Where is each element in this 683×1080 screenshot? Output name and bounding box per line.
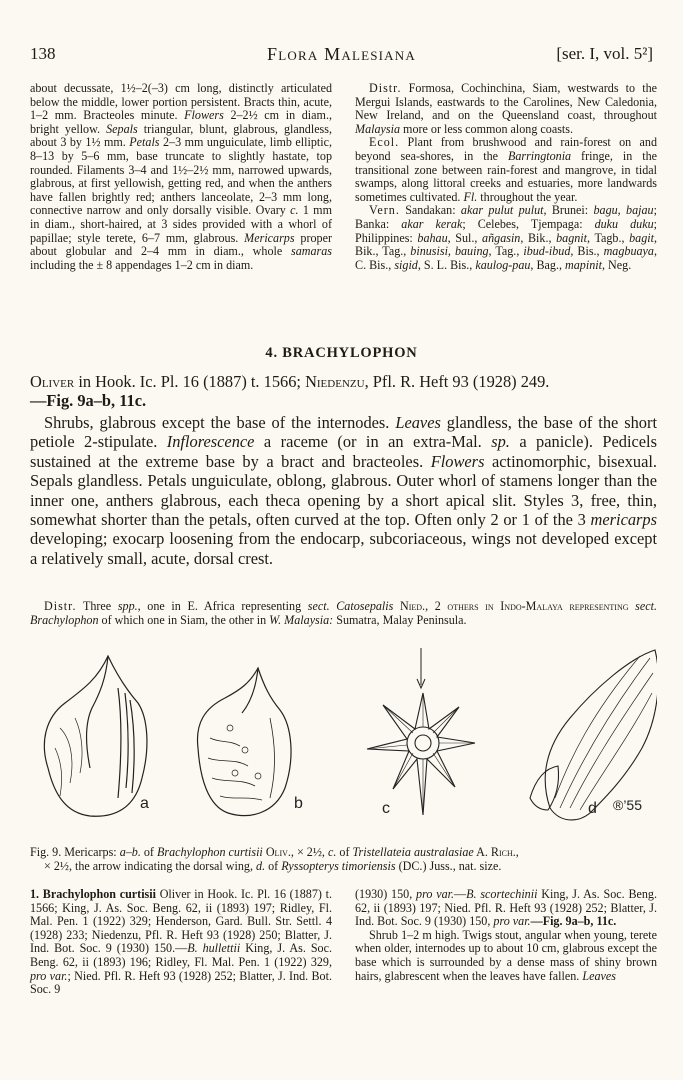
distribution-paragraph: Distr. Formosa, Cochinchina, Siam, westwards to the Mergui Islands, eastwards to the Carolines, New Caledonia, New Ireland, and on the Queensland coast, throughout Malaysia more or less common along coasts. [355,81,657,136]
genus-citation: Oliver in Hook. Ic. Pl. 16 (1887) t. 1566; Niedenzu, Pfl. R. Heft 93 (1928) 249. —Fig. 9a–b, 11c. [30,372,550,411]
figure-caption: Fig. 9. Mericarps: a–b. of Brachylophon curtisii Oliv., × 2½, c. of Tristellateia australasiae A. Rich., × 2½, the arrow indicating the dorsal wing, d. of Ryssopterys timoriensis (DC.) Juss., nat. size. [30,845,519,873]
column-left-top [30,82,332,272]
figure-label-c: c [382,800,390,817]
figure-label-b: b [294,795,303,812]
column-left-bottom [30,888,332,997]
column-right-bottom [355,888,657,983]
figure-9-mericarps [30,648,657,833]
ecology-paragraph: Ecol. Plant from brushwood and rain-forest on and beyond sea-shores, in the Barringtonia fringe, in the transitional zone between rain-forest and mangrove, in tidal swamps, along littoral creeks and estuaries, more landwards sometimes cultivated. Fl. throughout the year. [355,135,657,204]
genus-distribution: Distr. Three spp., one in E. Africa representing sect. Catosepalis Nied., 2 others in Indo-Malaya representing sect. Brachylophon of which one in Siam, the other in W. Malaysia: Sumatra, Malay Peninsula. [30,599,657,627]
running-title: Flora Malesiana [267,44,416,64]
running-header [30,44,653,66]
species-description: Shrub 1–2 m high. Twigs stout, angular when young, terete when older, internodes up to about 10 cm, glabrous except the base which is surrounded by a dense mass of shiny brown hairs, glabrescent when the leaves have fallen. Leaves [355,927,657,983]
page-number: 138 [30,44,56,63]
species-citation-continued: (1930) 150, pro var.—B. scortechinii King, J. As. Soc. Beng. 62, ii (1893) 197; Nied. Pfl. R. Heft 93 (1928) 252; Blatter, J. Ind. Bot. Soc. 9 (1930) 150, pro var.—Fig. 9a–b, 11c. [355,887,657,929]
vernacular-paragraph: Vern. Sandakan: akar pulut pulut, Brunei: bagu, bajau; Banka: akar kerak; Celebes, Tjempaga: duku duku; Philippines: bahau, Sul., añgasin, Bik., bagnit, Tagb., bagit, Bik., Tag., binusisi, bauing, Tag., ibud-ibud, Bis., magbuaya, C. Bis., sigid, S. L. Bis., kaulog-pau, Bag., mapinit, Neg. [355,203,657,272]
species-citation: 1. Brachylophon curtisii Oliver in Hook. Ic. Pl. 16 (1887) t. 1566; King, J. As. Soc. Beng. 62, ii (1893) 197; Ridley, Fl. Mal. Pen. 1 (1922) 329; Henderson, Gard. Bull. Str. Settl. 4 (1928) 233; Niedenzu, Pfl. R. Heft 93 (1928) 250; Blatter, J. Ind. Bot. Soc. 9 (1930) 150.—B. hullettii King, J. As. Soc. Beng. 62, ii (1893) 196; Ridley, Fl. Mal. Pen. 1 (1922) 329, pro var.; Nied. Pfl. R. Heft 93 (1928) 252; Blatter, J. Ind. Bot. Soc. 9 [30,887,332,997]
mericarp-c [367,648,475,815]
artist-monogram: ®’55 [613,797,642,813]
column-right-top [355,82,657,272]
figure-label-a: a [140,795,149,812]
genus-description: Shrubs, glabrous except the base of the internodes. Leaves glandless, the base of the short petiole 2-stipulate. Inflorescence a raceme (or in an extra-Mal. sp. a panicle). Pedicels sustained at the extreme base by a bract and bracteoles. Flowers actinomorphic, bisexual. Sepals glandless. Petals unguiculate, oblong, glabrous. Outer whorl of stamens longer than the inner one, anthers glabrous, each theca opening by a short apical slit. Styles 3, free, thin, somewhat shorter than the petals, often curved at the top. Often only 2 or 1 of the 3 mericarps developing; exocarp loosening from the endocarp, subcoriaceous, wings not developed except a relatively small, acute, dorsal crest. [30,413,658,568]
description-continued: about decussate, 1½–2(–3) cm long, distinctly articulated below the middle, lower portion persistent. Bracts thin, acute, 1–2 mm. Bracteoles minute. Flowers 2–2½ cm in diam., bright yellow. Sepals triangular, blunt, glabrous, glandless, about 3 by 1½ mm. Petals 2–3 mm unguiculate, limb elliptic, 8–13 by 5–6 mm, base truncate to slightly hastate, top rounded. Filaments 3–4 and 1½–2½ mm, narrowed upwards, glabrous, at first yellowish, getting red, and when the anthers have fallen brightly red; anthers lanceolate, 2–3 mm long, connective narrow and only dorsally visible. Ovary c. 1 mm in diam., short-haired, at 3 sides provided with a whorl of papillae; style terete, 6–7 mm, glabrous. Mericarps proper about globular and 2–4 mm in diam., whole samaras including the ± 8 appendages 1–2 cm in diam. [30,81,332,272]
figure-label-d: d [588,800,597,817]
mericarp-b [197,668,291,816]
genus-heading: 4. BRACHYLOPHON [265,345,418,361]
mericarp-d [530,650,657,820]
series-label: [ser. I, vol. 5²] [556,44,653,63]
mericarp-a [44,656,147,816]
